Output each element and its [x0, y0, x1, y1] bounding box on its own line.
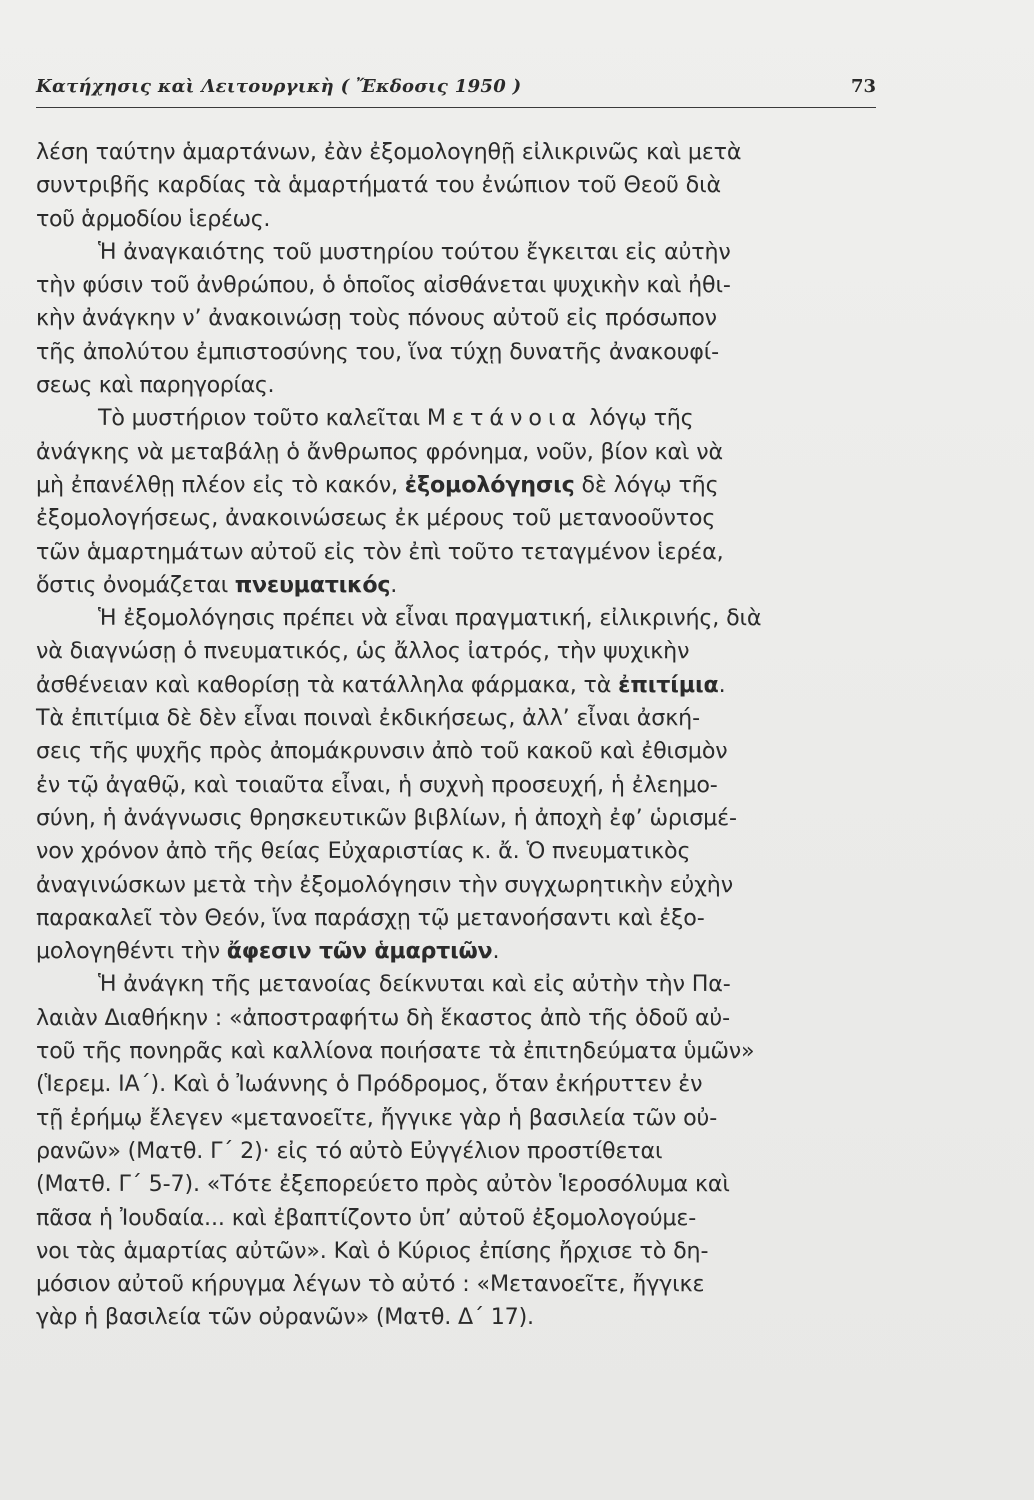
text-line: [36, 602, 884, 635]
text-line: [36, 802, 884, 835]
text-run: σεις τῆς ψυχῆς πρὸς ἀπομάκρυνσιν ἀπὸ τοῦ κακοῦ καὶ ἐθισμὸν: [36, 738, 728, 765]
text-run: (Ματθ. Γ΄ 5-7). «Τότε ἐξεπορεύετο πρὸς αὐτὸν Ἱεροσόλυμα καὶ: [36, 1171, 730, 1198]
text-run: μόσιον αὐτοῦ κήρυγμα λέγων τὸ αὐτό : «Μετανοεῖτε, ἤγγικε: [36, 1271, 705, 1298]
text-run: τὴν φύσιν τοῦ ἀνθρώπου, ὁ ὁποῖος αἰσθάνεται ψυχικὴν καὶ ἠθι-: [36, 272, 731, 299]
text-line: [36, 1035, 884, 1068]
text-line: [36, 369, 884, 402]
text-run: Τὰ ἐπιτίμια δὲ δὲν εἶναι ποιναὶ ἐκδικήσεως, ἀλλ’ εἶναι ἀσκή-: [36, 705, 700, 732]
text-run: δὲ λόγῳ τῆς: [574, 471, 719, 498]
text-run: πᾶσα ἡ Ἰουδαία... καὶ ἐβαπτίζοντο ὑπ’ αὐτοῦ ἐξομολογούμε-: [36, 1204, 697, 1231]
bold-term: πνευματικός: [234, 571, 391, 598]
text-run: παρακαλεῖ τὸν Θεόν, ἵνα παράσχῃ τῷ μετανοήσαντι καὶ ἐξο-: [36, 904, 705, 931]
running-header: [36, 76, 876, 104]
text-line: [36, 536, 884, 569]
text-line: [36, 569, 884, 602]
text-run: τοῦ ἁρμοδίου ἱερέως.: [36, 205, 271, 232]
text-run: .: [492, 938, 500, 965]
text-line: [36, 869, 884, 902]
text-run: ἀνάγκης νὰ μεταβάλῃ ὁ ἄνθρωπος φρόνημα, νοῦν, βίον καὶ νὰ: [36, 438, 723, 465]
body-text: [36, 136, 884, 1335]
text-run: ρανῶν» (Ματθ. Γ΄ 2)· εἰς τό αὐτὸ Εὐγγέλιον προστίθεται: [36, 1137, 663, 1164]
bold-term: ἐπιτίμια: [618, 671, 719, 698]
text-run: τῇ ἐρήμῳ ἔλεγεν «μετανοεῖτε, ἤγγικε γὰρ ἡ βασιλεία τῶν οὐ-: [36, 1104, 718, 1131]
text-line: [36, 702, 884, 735]
text-run: συντριβῆς καρδίας τὰ ἁμαρτήματά του ἐνώπιον τοῦ Θεοῦ διὰ: [36, 172, 721, 199]
text-run: ἀναγινώσκων μετὰ τὴν ἐξομολόγησιν τὴν συγχωρητικὴν εὐχὴν: [36, 871, 733, 898]
text-line: [36, 1168, 884, 1201]
text-line: [36, 1102, 884, 1135]
bold-term: ἐξομολόγησις: [404, 471, 575, 498]
text-line: [36, 203, 884, 236]
text-line: [36, 635, 884, 668]
text-run: σεως καὶ παρηγορίας.: [36, 372, 275, 399]
text-run: λόγῳ τῆς: [582, 405, 694, 432]
text-line: [36, 669, 884, 702]
text-line: [36, 835, 884, 868]
text-run: νον χρόνον ἀπὸ τῆς θείας Εὐχαριστίας κ. ἄ. Ὁ πνευματικὸς: [36, 838, 691, 865]
text-run: Τὸ μυστήριον τοῦτο καλεῖται: [98, 405, 427, 432]
text-line: [36, 302, 884, 335]
text-run: .: [718, 671, 726, 698]
text-run: λέση ταύτην ἁμαρτάνων, ἐὰν ἐξομολογηθῇ εἰλικρινῶς καὶ μετὰ: [36, 139, 742, 165]
text-line: [36, 1301, 884, 1334]
text-run: Ἡ ἀναγκαιότης τοῦ μυστηρίου τούτου ἔγκειται εἰς αὐτὴν: [98, 238, 731, 265]
text-run: τῶν ἁμαρτημάτων αὐτοῦ εἰς τὸν ἐπὶ τοῦτο τεταγμένον ἱερέα,: [36, 538, 724, 565]
text-line: [36, 502, 884, 535]
text-line: [36, 236, 884, 269]
text-run: λαιὰν Διαθήκην : «ἀποστραφήτω δὴ ἕκαστος ἀπὸ τῆς ὁδοῦ αὐ-: [36, 1004, 730, 1031]
text-line: [36, 1002, 884, 1035]
text-line: [36, 935, 884, 968]
text-line: [36, 1235, 884, 1268]
text-line: [36, 1202, 884, 1235]
text-line: [36, 402, 884, 435]
text-line: [36, 136, 884, 169]
text-run: μὴ ἐπανέλθῃ πλέον εἰς τὸ κακόν,: [36, 471, 405, 498]
text-line: [36, 336, 884, 369]
bold-term: ἄφεσιν τῶν ἁμαρτιῶν: [226, 938, 493, 965]
text-run: τῆς ἀπολύτου ἐμπιστοσύνης του, ἵνα τύχῃ δυνατῆς ἀνακουφί-: [36, 338, 720, 365]
text-line: [36, 169, 884, 202]
text-run: ἀσθένειαν καὶ καθορίσῃ τὰ κατάλληλα φάρμακα, τὰ: [36, 671, 619, 698]
text-line: [36, 968, 884, 1001]
text-line: [36, 269, 884, 302]
text-run: κὴν ἀνάγκην ν’ ἀνακοινώσῃ τοὺς πόνους αὐτοῦ εἰς πρόσωπον: [36, 305, 717, 332]
text-run: Ἡ ἐξομολόγησις πρέπει νὰ εἶναι πραγματική, εἰλικρινής, διὰ: [98, 605, 762, 632]
text-run: ἐν τῷ ἀγαθῷ, καὶ τοιαῦτα εἶναι, ἡ συχνὴ προσευχή, ἡ ἐλεημο-: [36, 771, 718, 798]
text-line: [36, 1268, 884, 1301]
text-run: ὅστις ὀνομάζεται: [36, 571, 235, 598]
text-run: τοῦ τῆς πονηρᾶς καὶ καλλίονα ποιήσατε τὰ ἐπιτηδεύματα ὑμῶν»: [36, 1038, 755, 1065]
text-run: νοι τὰς ἁμαρτίας αὐτῶν». Καὶ ὁ Κύριος ἐπίσης ἤρχισε τὸ δη-: [36, 1237, 709, 1264]
text-line: [36, 469, 884, 502]
text-run: μολογηθέντι τὴν: [36, 938, 227, 965]
text-line: [36, 902, 884, 935]
text-run: νὰ διαγνώσῃ ὁ πνευματικός, ὡς ἄλλος ἰατρός, τὴν ψυχικὴν: [36, 638, 690, 665]
text-line: [36, 436, 884, 469]
text-run: Ἡ ἀνάγκη τῆς μετανοίας δείκνυται καὶ εἰς αὐτὴν τὴν Πα-: [98, 971, 731, 998]
text-line: [36, 1068, 884, 1101]
header-rule: [36, 107, 876, 108]
text-run: ἐξομολογήσεως, ἀνακοινώσεως ἐκ μέρους τοῦ μετανοοῦντος: [36, 505, 716, 532]
text-line: [36, 735, 884, 768]
text-run: γὰρ ἡ βασιλεία τῶν οὐρανῶν» (Ματθ. Δ΄ 17).: [36, 1304, 534, 1331]
text-run: σύνη, ἡ ἀνάγνωσις θρησκευτικῶν βιβλίων, ἡ ἀποχὴ ἐφ’ ὡρισμέ-: [36, 804, 737, 831]
text-run: .: [390, 571, 398, 598]
text-line: [36, 769, 884, 802]
text-run: (Ἱερεμ. ΙΑ΄). Καὶ ὁ Ἰωάννης ὁ Πρόδρομος, ὅταν ἐκήρυττεν ἐν: [36, 1071, 703, 1098]
text-line: [36, 1135, 884, 1168]
spaced-term: Μετάνοια: [426, 405, 583, 432]
running-header-title: Κατήχησις καὶ Λειτουργικὴ ( Ἔκδοσις 1950 ): [36, 76, 522, 97]
page-number: 73: [850, 76, 876, 97]
